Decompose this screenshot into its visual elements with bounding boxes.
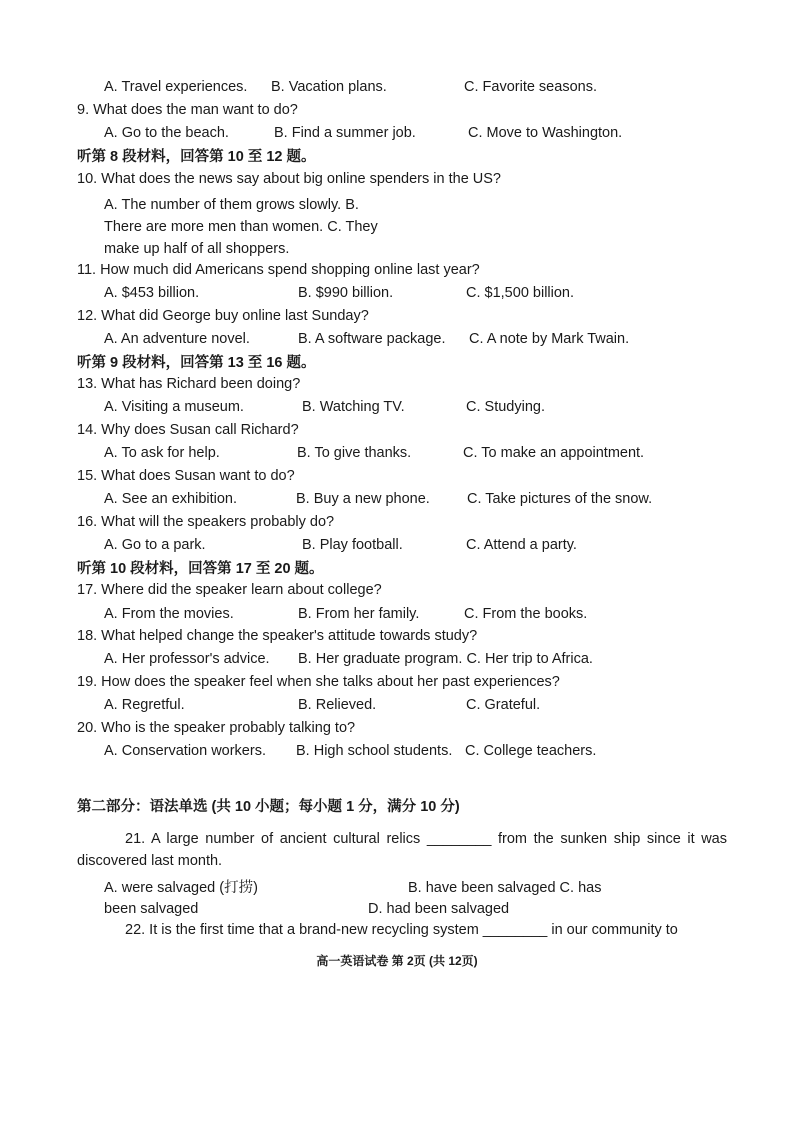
q10-option-b: There are more men than women. C. They — [104, 219, 378, 235]
q13-option-a: A. Visiting a museum. — [104, 399, 244, 415]
q15-option-a: A. See an exhibition. — [104, 491, 238, 507]
question-15: 15. What does Susan want to do? — [77, 468, 295, 484]
q17-option-a: A. From the movies. — [104, 606, 234, 622]
section-8-heading: 听第 8 段材料，回答第 10 至 12 题。 — [77, 149, 316, 165]
q20-option-c: C. College teachers. — [465, 743, 597, 759]
q11-option-a: A. $453 billion. — [104, 285, 200, 301]
q12-option-b: B. A software package. — [298, 331, 446, 347]
q12-option-c: C. A note by Mark Twain. — [469, 331, 630, 347]
q21-option-a: A. were salvaged (打捞) — [104, 880, 258, 896]
question-20: 20. Who is the speaker probably talking to? — [77, 720, 356, 736]
q11-option-c: C. $1,500 billion. — [466, 285, 575, 301]
q19-option-b: B. Relieved. — [298, 697, 377, 713]
q14-option-a: A. To ask for help. — [104, 445, 220, 461]
q16-option-c: C. Attend a party. — [466, 537, 577, 553]
q8-option-a: A. Travel experiences. — [104, 79, 248, 95]
question-13: 13. What has Richard been doing? — [77, 376, 301, 392]
section-10-heading: 听第 10 段材料，回答第 17 至 20 题。 — [77, 561, 324, 577]
q19-option-c: C. Grateful. — [466, 697, 541, 713]
question-11: 11. How much did Americans spend shopping online last year? — [77, 262, 480, 278]
q18-option-b: B. Her graduate program. C. Her trip to Africa. — [298, 651, 593, 667]
question-21-stem: 21. A large number of ancient cultural relics ________ from the sunken ship since it was discovered last month. — [77, 831, 727, 869]
q20-option-a: A. Conservation workers. — [104, 743, 266, 759]
q11-option-b: B. $990 billion. — [298, 285, 394, 301]
q17-option-b: B. From her family. — [298, 606, 420, 622]
q9-option-b: B. Find a summer job. — [274, 125, 416, 141]
q21-option-b: B. have been salvaged C. has — [408, 880, 602, 896]
q14-option-b: B. To give thanks. — [297, 445, 412, 461]
question-18: 18. What helped change the speaker's attitude towards study? — [77, 628, 478, 644]
question-22-stem: 22. It is the first time that a brand-new recycling system ________ in our community to — [125, 922, 678, 938]
page-footer: 高一英语试卷 第 2页 (共 12页) — [316, 954, 478, 968]
q18-option-a: A. Her professor's advice. — [104, 651, 270, 667]
q9-option-c: C. Move to Washington. — [468, 125, 623, 141]
q14-option-c: C. To make an appointment. — [463, 445, 645, 461]
q10-option-a: A. The number of them grows slowly. B. — [104, 197, 359, 213]
q19-option-a: A. Regretful. — [104, 697, 185, 713]
q8-option-c: C. Favorite seasons. — [464, 79, 597, 95]
question-12: 12. What did George buy online last Sunday? — [77, 308, 369, 324]
q17-option-c: C. From the books. — [464, 606, 588, 622]
q21-option-c: been salvaged — [104, 901, 199, 917]
q13-option-c: C. Studying. — [466, 399, 545, 415]
question-10: 10. What does the news say about big online spenders in the US? — [77, 171, 501, 187]
q10-option-c: make up half of all shoppers. — [104, 241, 290, 257]
part-2-heading: 第二部分：语法单选 (共 10 小题；每小题 1 分，满分 10 分) — [77, 799, 460, 815]
question-14: 14. Why does Susan call Richard? — [77, 422, 299, 438]
q13-option-b: B. Watching TV. — [302, 399, 405, 415]
q21-option-d: D. had been salvaged — [368, 901, 510, 917]
section-9-heading: 听第 9 段材料，回答第 13 至 16 题。 — [77, 355, 316, 371]
question-17: 17. Where did the speaker learn about college? — [77, 582, 382, 598]
q15-option-b: B. Buy a new phone. — [296, 491, 430, 507]
q20-option-b: B. High school students. — [296, 743, 453, 759]
q16-option-b: B. Play football. — [302, 537, 403, 553]
question-19: 19. How does the speaker feel when she talks about her past experiences? — [77, 674, 560, 690]
q12-option-a: A. An adventure novel. — [104, 331, 250, 347]
q8-option-b: B. Vacation plans. — [271, 79, 387, 95]
q16-option-a: A. Go to a park. — [104, 537, 206, 553]
question-9: 9. What does the man want to do? — [77, 102, 298, 118]
question-16: 16. What will the speakers probably do? — [77, 514, 335, 530]
q15-option-c: C. Take pictures of the snow. — [467, 491, 653, 507]
q9-option-a: A. Go to the beach. — [104, 125, 229, 141]
